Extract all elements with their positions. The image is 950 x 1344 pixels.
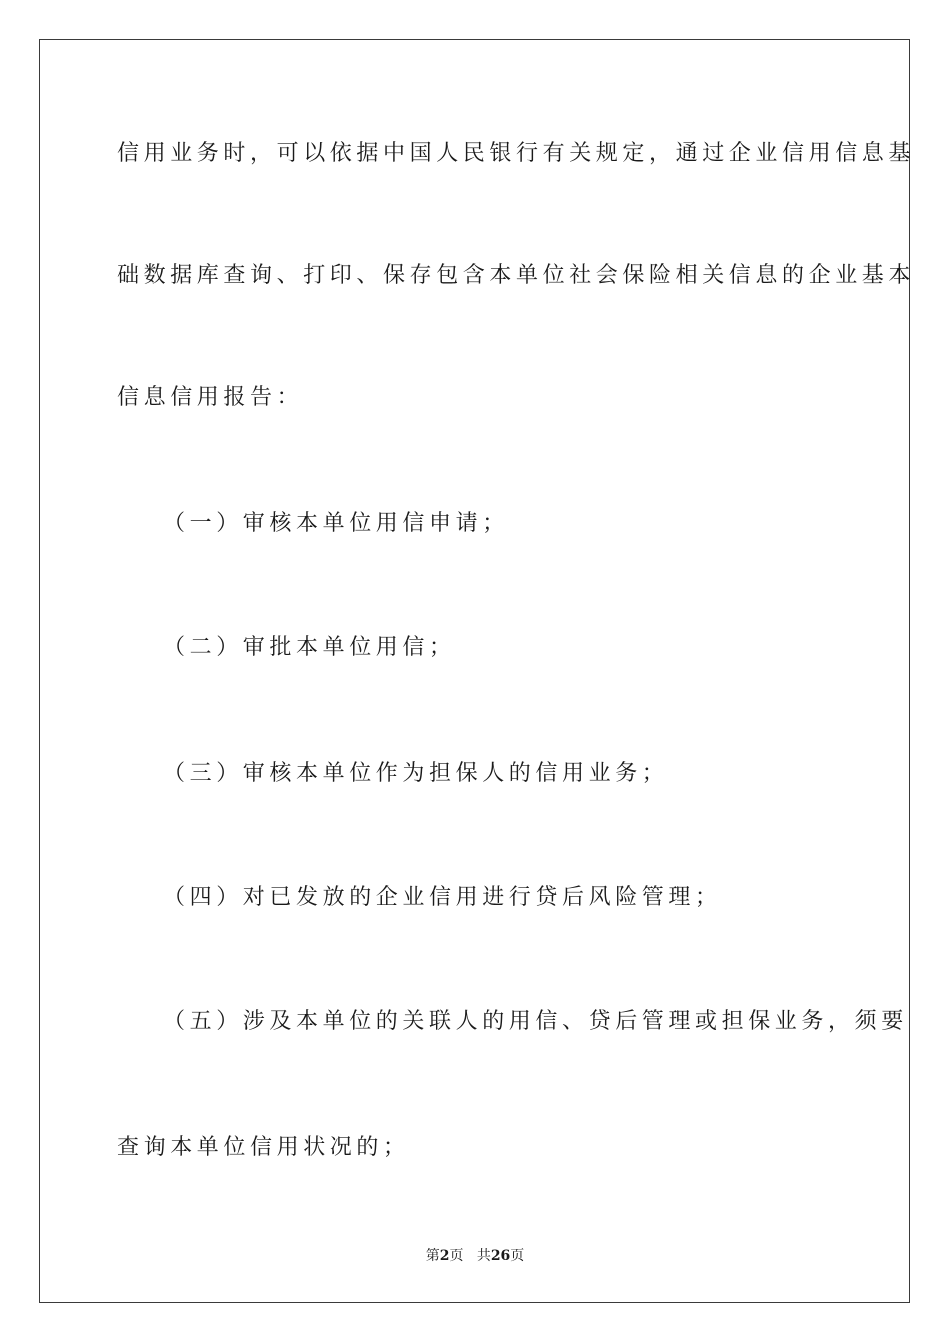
footer-total-prefix: 共 bbox=[476, 1248, 491, 1264]
page-border bbox=[39, 39, 910, 1303]
footer-page-suffix: 页 bbox=[449, 1248, 464, 1264]
list-item-1: （一）审核本单位用信申请； bbox=[163, 511, 509, 536]
footer-total-suffix: 页 bbox=[510, 1248, 525, 1264]
body-line-1: 信用业务时，可以依据中国人民银行有关规定，通过企业信用信息基 bbox=[117, 141, 916, 166]
body-line-3: 信息信用报告： bbox=[117, 385, 304, 410]
footer-page-prefix: 第 bbox=[425, 1248, 440, 1264]
list-item-2: （二）审批本单位用信； bbox=[163, 635, 456, 660]
list-item-3: （三）审核本单位作为担保人的信用业务； bbox=[163, 761, 669, 786]
footer-page-number: 2 bbox=[439, 1248, 450, 1264]
body-line-continuation: 查询本单位信用状况的； bbox=[117, 1135, 410, 1160]
page-footer bbox=[0, 1246, 950, 1266]
body-line-2: 础数据库查询、打印、保存包含本单位社会保险相关信息的企业基本 bbox=[117, 263, 916, 288]
list-item-4: （四）对已发放的企业信用进行贷后风险管理； bbox=[163, 885, 722, 910]
list-item-5: （五）涉及本单位的关联人的用信、贷后管理或担保业务，须要 bbox=[163, 1009, 908, 1034]
footer-total-number: 26 bbox=[490, 1248, 511, 1264]
